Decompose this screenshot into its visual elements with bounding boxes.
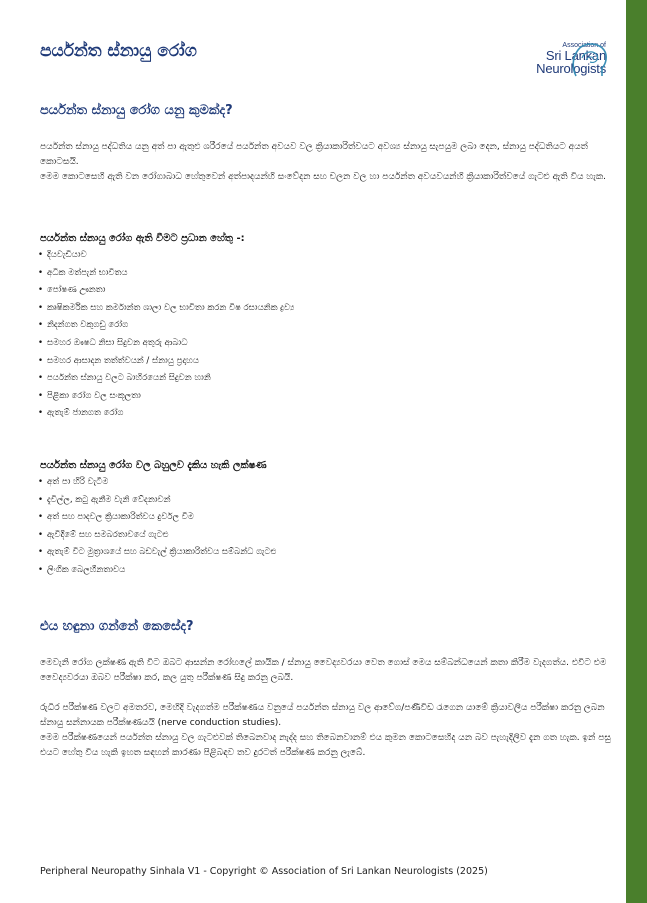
section-heading-what-is: පර්යන්ත ස්නායු රෝග යනු කුමක්ද? [40, 103, 233, 118]
list-item: • දැවිල්ල, කටු ඇනීම වැනි වේදනාවන් [38, 494, 171, 505]
diagnosis-paragraph-1: මෙවැනි රෝග ලක්ෂණ ඇති විට ඔබට ආසන්න රෝහලේ කායික / ස්නායු වෛද්‍යවරයා වෙත ගොස් මෙය සම්බන්ධයෙන් කතා කිරීම වැදගත්ය. එවිට එම වෛද්‍යවරයා ඔබව පරීක්ෂා කර, කල යුතු පරීක්ෂණ සිදු කරනු ලබයි. [40, 658, 607, 683]
list-item: • පර්යන්ත ස්නායු වලට බාහිරයෙන් සිදුවන හානි [38, 373, 211, 384]
causes-heading: පර්යන්ත ස්නායු රෝග ඇති වීමට ප්‍රධාන හේතු -: [40, 233, 245, 244]
intro-paragraph: පර්යන්ත ස්නායු පද්ධතිය යනු අත් පා ඇතුළු ශරීරයේ පර්යන්ත අවයව වල ක්‍රියාකාරිත්වයට අවශ්‍ය ස්නායු සැපයුම ලබා දෙන, ස්නායු පද්ධතියට අයත් කොටසයි. මෙම කොටසෙහි ඇති වන රෝගාබාධ හේතුවෙන් අත්පාදයන්හි සංවේදන සහ චලන වල හා පර්යන්ත අවයවයන්හි ක්‍රියාකාරිත්වයේ ගැටළු ඇති විය හැක. [40, 142, 607, 182]
symptoms-heading: පර්යන්ත ස්නායු රෝග වල බහුලව දැකිය හැකි ලක්ෂණ [40, 460, 267, 471]
list-item: • ඇතැම් විට මුත්‍රාශයේ සහ බඩවැල් ක්‍රියාකාරිත්වය සම්බන්ධ ගැටළු [38, 547, 277, 558]
list-item: • ඇතැම් ජානගත රෝග [38, 408, 124, 419]
organization-logo [496, 38, 612, 86]
list-item: • ලිංගික බෙලහීනතාවය [38, 564, 126, 575]
logo-line-2: Sri Lankan [545, 48, 606, 63]
list-item: • ඇවිදීමේ සහ සමබරතාවයේ ගැටළු [38, 529, 169, 540]
list-item: • නිදන්ගත වකුගඩු රෝග [38, 320, 129, 331]
list-item: • අත් පා හිරි වැටීම [38, 477, 109, 487]
logo-line-1: Association of [562, 42, 606, 49]
list-item: • සමහර ආසාදන තත්ත්වයන් / ස්නායු ප්‍රදාහය [38, 355, 199, 366]
list-item: • අත් සහ පාදවල ක්‍රියාකාරිත්වය දුර්වල වීම [38, 512, 194, 523]
list-item: • අධික මත්පැන් භාවිතය [38, 267, 128, 278]
list-item: • පිළිකා රෝග වල සංකූලතා [38, 390, 141, 401]
list-item: • සමහර ඖෂධ නිසා සිදුවන අතුරු ආබාධ [38, 337, 188, 348]
brain-head-icon [566, 38, 610, 82]
causes-list [38, 247, 294, 423]
symptoms-list [38, 474, 276, 580]
diagnosis-paragraph-2: රුධිර පරීක්ෂණ වලට අමතරව, මෙහිදි වැදගත්ම පරීක්ෂණය වනුයේ පර්යන්ත ස්නායු වල ආවේග/පණිවිඩ රැගෙන යාමේ ක්‍රියාවලිය පරීක්ෂා කරනු ලබන ස්නායු සන්නායක පරීක්ෂණයයි (nerve conduction studies). මෙම පරීක්ෂණයෙන් පර්යන්ත ස්නායු වල ගැටළුවක් තිබෙනවාද නැද්ද සහ තිබෙනවානම් එය කුමන කොටසෙහිද යන බව පැහැදිලිව දැන ගත හැක. ඉන් පසු එයට හේතු විය හැකි ඉහත සඳහන් කාරණා පිළිබඳව තව දුරටත් පරීක්ෂණ කරනු ලැබේ. [40, 703, 611, 758]
accent-side-bar [626, 0, 647, 903]
section-heading-diagnosis: එය හඳුනා ගන්නේ කෙසේද? [40, 619, 194, 634]
list-item: • පෝෂණ ඌනතා [38, 285, 106, 296]
footer-copyright: Peripheral Neuropathy Sinhala V1 - Copyright © Association of Sri Lankan Neurologists (2025) [40, 866, 488, 877]
logo-line-3: Neurologists [536, 61, 606, 76]
list-item: • කෘෂිකර්මික සහ කර්මාන්ත ශාලා වල භාවිතා කරන විෂ රසායනික ද්‍රව්‍ය [38, 302, 295, 313]
page-title: පර්යන්ත ස්නායු රෝග [40, 41, 197, 61]
list-item: • දියවැඩියාව [38, 250, 87, 260]
